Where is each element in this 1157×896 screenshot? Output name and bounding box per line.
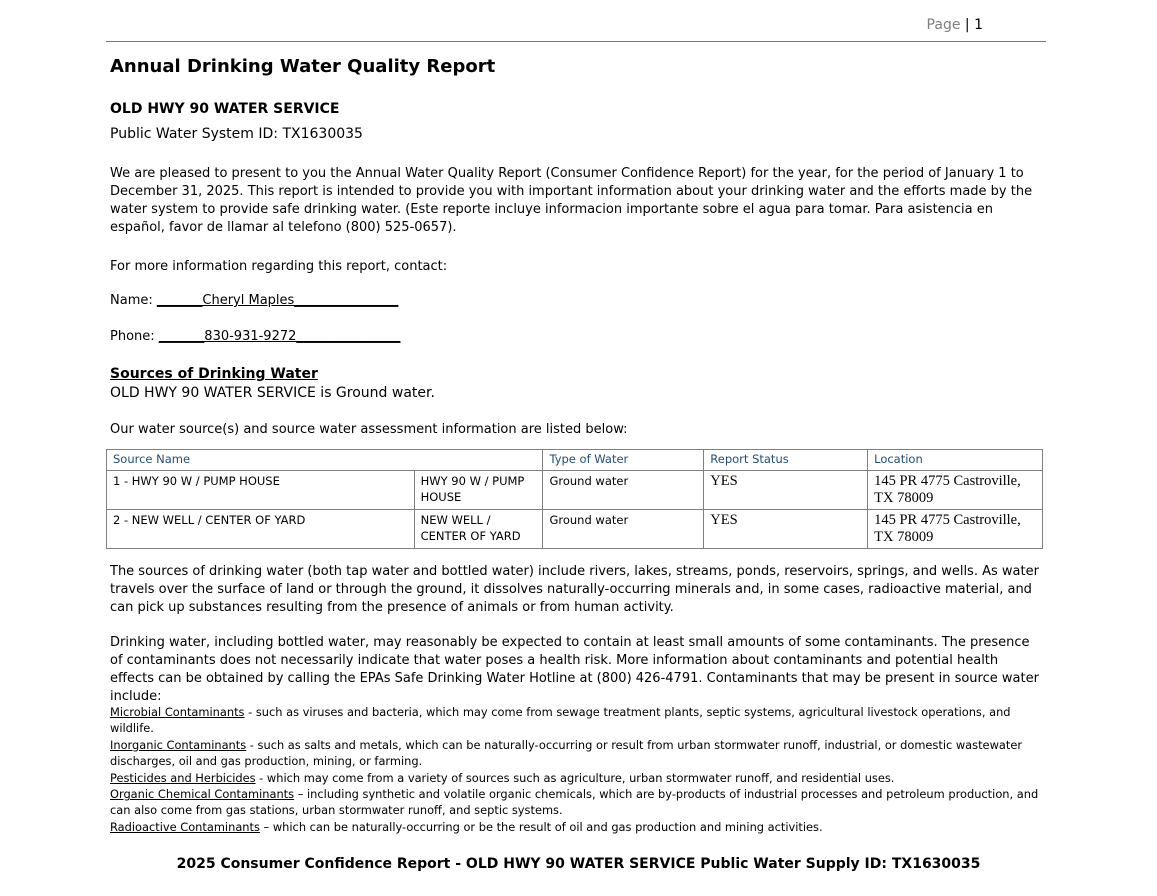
contact-phone-line — [110, 329, 400, 344]
cell-location: 145 PR 4775 Castroville, TX 78009 — [868, 471, 1043, 510]
contaminant-desc: - which may come from a variety of sources such as agriculture, urban stormwater runoff, and residential uses. — [255, 770, 895, 785]
page-label: Page — [926, 17, 961, 33]
assessment-intro: Our water source(s) and source water assessment information are listed below: — [110, 422, 628, 437]
contaminant-desc: – including synthetic and volatile organic chemicals, which are by-products of industrial processes and petroleum production, and can also come from gas stations, urban stormwater runoff, and septic systems. — [110, 787, 1039, 818]
cell-location: 145 PR 4775 Castroville, TX 78009 — [868, 510, 1043, 549]
col-source-name: Source Name — [107, 450, 543, 471]
col-type-of-water: Type of Water — [543, 450, 704, 471]
contact-name-line — [110, 293, 398, 308]
contaminant-term: Microbial Contaminants — [110, 705, 245, 719]
contact-phone-label: Phone: — [110, 329, 159, 344]
page-footer: 2025 Consumer Confidence Report - OLD HWY 90 WATER SERVICE Public Water Supply ID: TX1630035 — [176, 856, 981, 872]
cell-status: YES — [704, 471, 868, 510]
cell-source-detail: HWY 90 W / PUMP HOUSE — [414, 471, 543, 510]
report-title: Annual Drinking Water Quality Report — [110, 56, 496, 77]
intro-paragraph: We are pleased to present to you the Annual Water Quality Report (Consumer Confidence Report) for the year, for the period of January 1 to December 31, 2025. This report is intended to provide you with important information about your drinking water and the efforts made by the water system to provide safe drinking water. (Este reporte incluye informacion importante sobre el agua para tomar. Para asistencia en español, favor de llamar al telefono (800) 525-0657). — [110, 166, 1033, 235]
contaminant-desc: - such as salts and metals, which can be naturally-occurring or result from urban stormwater runoff, industrial, or domestic wastewater discharges, oil and gas production, mining, or farming. — [110, 737, 1023, 769]
page-number-value: 1 — [974, 17, 983, 33]
system-id: Public Water System ID: TX1630035 — [110, 126, 363, 142]
sources-paragraph: The sources of drinking water (both tap water and bottled water) include rivers, lakes, streams, ponds, reservoirs, springs, and wells. As water travels over the surface of land or through the ground, it dissolves naturally-occurring minerals and, in some cases, radioactive material, and can pick up substances resulting from the presence of animals or from human activity. — [110, 564, 1039, 615]
table-row — [107, 510, 1043, 549]
list-item — [110, 704, 1045, 737]
sources-heading: Sources of Drinking Water — [110, 366, 318, 382]
source-type-line: OLD HWY 90 WATER SERVICE is Ground water. — [110, 385, 435, 401]
page-separator: | — [964, 17, 970, 33]
contact-name-label: Name: — [110, 293, 157, 308]
list-item — [110, 770, 1045, 786]
sources-table — [106, 449, 1043, 549]
table-row — [107, 471, 1043, 510]
cell-source-name: 1 - HWY 90 W / PUMP HOUSE — [107, 471, 415, 510]
col-location: Location — [868, 450, 1043, 471]
cell-source-name: 2 - NEW WELL / CENTER OF YARD — [107, 510, 415, 549]
contaminant-term: Inorganic Contaminants — [110, 737, 247, 752]
contact-name-value: _______Cheryl Maples________________ — [156, 293, 399, 308]
contaminants-list — [110, 704, 1045, 835]
list-item — [110, 786, 1045, 819]
page-number — [927, 17, 983, 33]
cell-type: Ground water — [543, 471, 704, 510]
col-report-status: Report Status — [704, 450, 868, 471]
contact-phone-value: _______830-931-9272________________ — [158, 329, 401, 344]
table-header-row — [107, 450, 1043, 471]
list-item — [110, 819, 1045, 835]
header-rule — [106, 41, 1046, 42]
contaminant-term: Radioactive Contaminants — [110, 819, 260, 834]
cell-status: YES — [704, 510, 868, 549]
contaminant-desc: - such as viruses and bacteria, which may come from sewage treatment plants, septic systems, agricultural livestock operations, and wildlife. — [110, 705, 1011, 736]
contaminant-term: Organic Chemical Contaminants — [110, 787, 295, 802]
list-item — [110, 737, 1045, 770]
contaminant-desc: – which can be naturally-occurring or be the result of oil and gas production and mining activities. — [259, 819, 823, 834]
contaminant-term: Pesticides and Herbicides — [110, 770, 256, 785]
system-name: OLD HWY 90 WATER SERVICE — [110, 101, 340, 117]
cell-type: Ground water — [543, 510, 704, 549]
cell-source-detail: NEW WELL / CENTER OF YARD — [414, 510, 543, 549]
contaminants-paragraph: Drinking water, including bottled water, may reasonably be expected to contain at least small amounts of some contaminants. The presence of contaminants does not necessarily indicate that water poses a health risk. More information about contaminants and potential health effects can be obtained by calling the EPAs Safe Drinking Water Hotline at (800) 426-4791. Contaminants that may be present in source water include: — [110, 635, 1039, 704]
contact-intro: For more information regarding this report, contact: — [110, 259, 448, 274]
